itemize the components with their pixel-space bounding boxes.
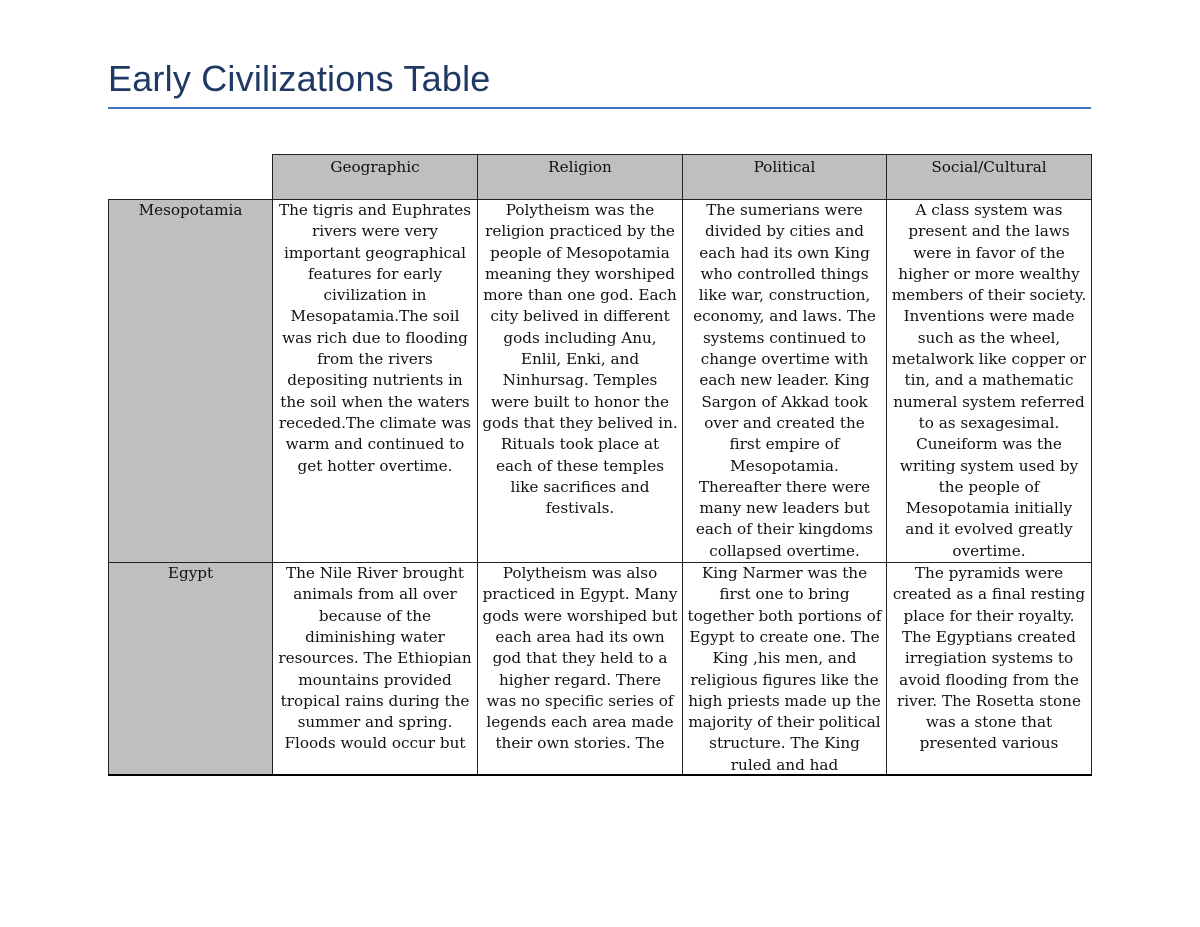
row-header-egypt: Egypt — [109, 563, 273, 776]
cell-mesopotamia-political: The sumerians were divided by cities and each had its own King who controlled things like war, construction, economy, and laws. The systems continued to change overtime with each new leader. King Sargon of Akkad took over and created the first empire of Mesopotamia. Thereafter there were many new leaders but each of their kingdoms collapsed overtime. — [683, 200, 887, 563]
column-header-religion: Religion — [478, 155, 683, 200]
cell-egypt-religion: Polytheism was also practiced in Egypt. Many gods were worshiped but each area had its own god that they held to a higher regard. There was no specific series of legends each area made their own stories. The — [478, 563, 683, 776]
table-row — [109, 200, 1092, 563]
document-title: Early Civilizations Table — [108, 58, 491, 99]
cell-egypt-political: King Narmer was the first one to bring together both portions of Egypt to create one. The King ,his men, and religious figures like the high priests made up the majority of their political structure. The King ruled and had — [683, 563, 887, 776]
row-header-mesopotamia: Mesopotamia — [109, 200, 273, 563]
table-corner-cell — [109, 155, 273, 200]
cell-egypt-geographic: The Nile River brought animals from all over because of the diminishing water resources. The Ethiopian mountains provided tropical rains during the summer and spring. Floods would occur but — [273, 563, 478, 776]
table-header-row — [109, 155, 1092, 200]
table-row — [109, 563, 1092, 776]
column-header-political: Political — [683, 155, 887, 200]
cell-mesopotamia-religion: Polytheism was the religion practiced by the people of Mesopotamia meaning they worshiped more than one god. Each city belived in different gods including Anu, Enlil, Enki, and Ninhursag. Temples were built to honor the gods that they belived in. Rituals took place at each of these temples like sacrifices and festivals. — [478, 200, 683, 563]
column-header-social-cultural: Social/Cultural — [887, 155, 1092, 200]
title-underline — [108, 107, 1091, 109]
cell-mesopotamia-social-cultural: A class system was present and the laws were in favor of the higher or more wealthy members of their society. Inventions were made such as the wheel, metalwork like copper or tin, and a mathematic numeral system referred to as sexagesimal. Cuneiform was the writing system used by the people of Mesopotamia initially and it evolved greatly overtime. — [887, 200, 1092, 563]
column-header-geographic: Geographic — [273, 155, 478, 200]
cell-egypt-social-cultural: The pyramids were created as a final resting place for their royalty. The Egyptians created irregiation systems to avoid flooding from the river. The Rosetta stone was a stone that presented various — [887, 563, 1092, 776]
cell-mesopotamia-geographic: The tigris and Euphrates rivers were very important geographical features for early civilization in Mesopatamia.The soil was rich due to flooding from the rivers depositing nutrients in the soil when the waters receded.The climate was warm and continued to get hotter overtime. — [273, 200, 478, 563]
civilizations-table-container — [108, 154, 1092, 776]
civilizations-table — [108, 154, 1092, 776]
